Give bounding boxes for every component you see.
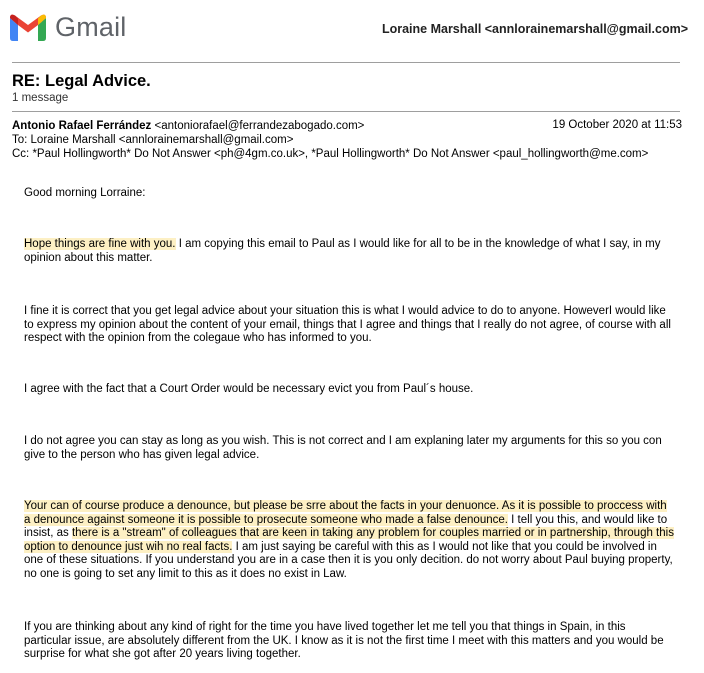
message-count: 1 message bbox=[12, 92, 69, 104]
paragraph-text: I tell you this, and would like to insist, as bbox=[24, 513, 668, 539]
paragraph-5 bbox=[24, 500, 674, 581]
to-line: To: Loraine Marshall <annlorainemarshall@gmail.com> bbox=[12, 134, 294, 146]
paragraph-3: I agree with the fact that a Court Order would be necessary evict you from Paul´s house. bbox=[24, 383, 474, 395]
gmail-logo[interactable] bbox=[10, 12, 127, 43]
divider bbox=[12, 62, 680, 63]
paragraph-text: I am copying this email to Paul as I would like for all to be in the knowledge of what I say, in my opinion about this matter. bbox=[24, 238, 661, 264]
thread-subject: RE: Legal Advice. bbox=[12, 72, 151, 90]
account-identity: Loraine Marshall <annlorainemarshall@gmail.com> bbox=[381, 22, 688, 36]
paragraph-1 bbox=[24, 238, 674, 265]
cc-line: Cc: *Paul Hollingworth* Do Not Answer <ph@4gm.co.uk>, *Paul Hollingworth* Do Not Answer <paul_hollingworth@me.com> bbox=[12, 148, 649, 160]
highlighted-text: Your can of course produce a denounce, but please be srre about the facts in your denuonce. As it is possible to proccess with a denounce against someone it is possible to prosecute someone who made a false denounce. bbox=[24, 500, 667, 526]
sender-line bbox=[12, 119, 364, 133]
gmail-header bbox=[10, 10, 690, 50]
gmail-m-icon bbox=[10, 14, 46, 41]
paragraph-text: I am just saying be careful with this as I would not like that you could be involved in one of these situations. If you understand you are in a case then it is you only decition. do not worry about Paul buying property, no one is going to set any limit to this as it does no exist in Law. bbox=[24, 540, 673, 580]
greeting: Good morning Lorraine: bbox=[24, 187, 146, 199]
paragraph-4: I do not agree you can stay as long as you wish. This is not correct and I am explaning later my arguments for this so you con give to the person who has given legal advice. bbox=[24, 435, 662, 461]
highlighted-text: there is a "stream" of colleagues that are keen in taking any problem for couples married or in partnership, through this option to denounce just wih no real facts. bbox=[24, 527, 674, 553]
sender-name: Antonio Rafael Ferrández bbox=[12, 120, 152, 132]
paragraph-2: I fine it is correct that you get legal advice about your situation this is what I would advice to do to anyone. HoweverI would like to express my opinion about the content of your email, things that I agree and things that I really do not agree, of course with all respect with the opinion from the colegaue who has informed to you. bbox=[24, 305, 671, 344]
divider bbox=[12, 111, 680, 112]
gmail-wordmark: Gmail bbox=[55, 12, 127, 42]
sender-email: <antoniorafael@ferrandezabogado.com> bbox=[154, 120, 365, 132]
highlighted-text: Hope things are fine with you. bbox=[24, 238, 176, 250]
message-date: 19 October 2020 at 11:53 bbox=[552, 119, 682, 131]
paragraph-6: If you are thinking about any kind of right for the time you have lived together let me tell you that things in Spain, in this particular issue, are absolutely different from the UK. I know as it is not the first time I meet with this matters and you would be surprise for what she got after 20 years living together. bbox=[24, 621, 664, 660]
